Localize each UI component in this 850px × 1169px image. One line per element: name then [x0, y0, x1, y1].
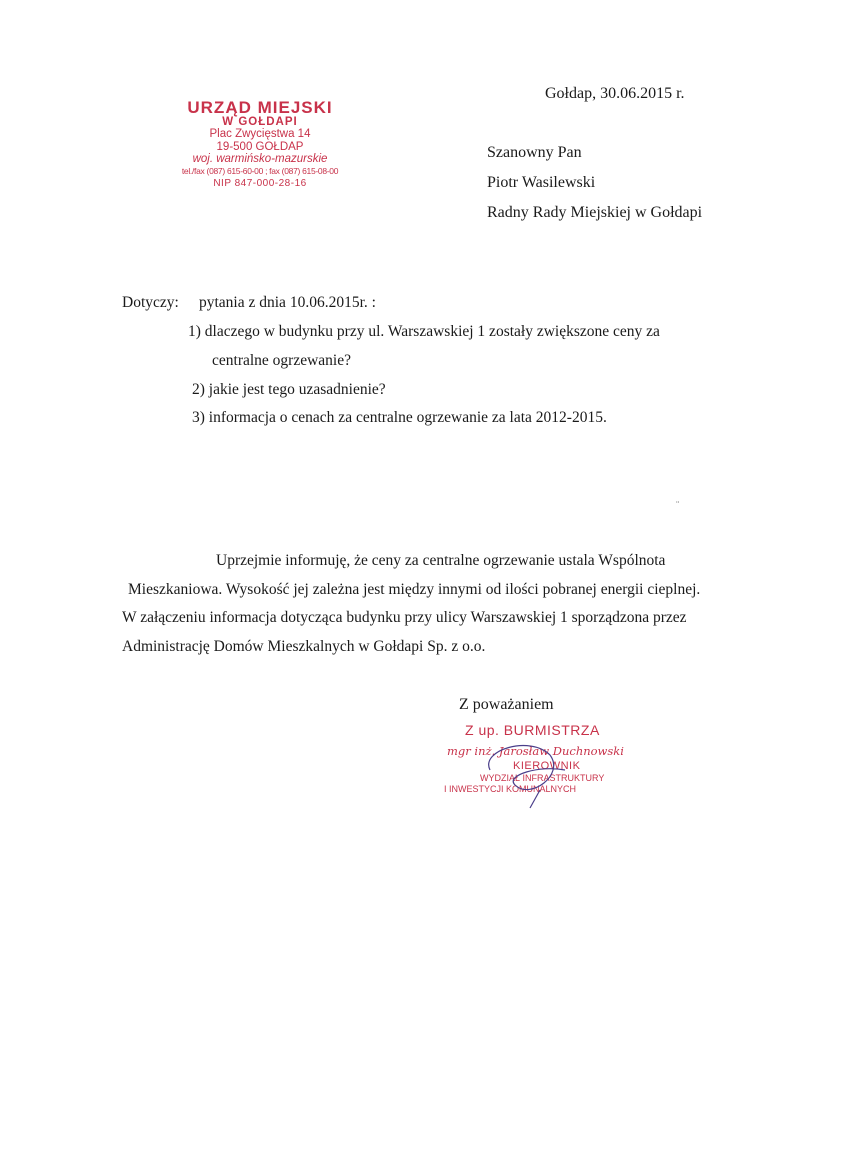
handwritten-signature-icon — [470, 730, 600, 810]
subject-item-2: 2) jakie jest tego uzasadnienie? — [192, 381, 386, 398]
stamp-nip: NIP 847-000-28-16 — [213, 178, 307, 189]
stamp-postal: 19-500 GOŁDAP — [216, 141, 304, 153]
addressee-salutation: Szanowny Pan — [487, 144, 582, 161]
stamp-town: W GOŁDAPI — [222, 116, 298, 128]
closing-regards: Z poważaniem — [459, 696, 554, 713]
subject-item-3: 3) informacja o cenach za centralne ogrzewanie za lata 2012-2015. — [192, 409, 607, 426]
stamp-office: URZĄD MIEJSKI — [187, 98, 333, 117]
body-line-1: Uprzejmie informuję, że ceny za centralne ogrzewanie ustala Wspólnota — [216, 552, 666, 569]
body-line-4: Administrację Domów Mieszkalnych w Gołdapi Sp. z o.o. — [122, 638, 486, 655]
place-date: Gołdap, 30.06.2015 r. — [545, 85, 685, 102]
addressee-role: Radny Rady Miejskiej w Gołdapi — [487, 204, 703, 221]
stamp-street: Plac Zwycięstwa 14 — [209, 128, 311, 140]
scan-mark: ¨ — [676, 500, 680, 511]
signatory-title: KIEROWNIK — [513, 760, 581, 772]
body-line-3: W załączeniu informacja dotycząca budynku przy ulicy Warszawskiej 1 sporządzona przez — [122, 609, 687, 626]
subject-label: Dotyczy: — [122, 294, 179, 311]
subject-item-1: 1) dlaczego w budynku przy ul. Warszawskiej 1 zostały zwiększone ceny za — [188, 323, 660, 340]
on-behalf: Z up. BURMISTRZA — [465, 722, 600, 738]
body-line-2: Mieszkaniowa. Wysokość jej zależna jest między innymi od ilości pobranej energii cieplnej. — [128, 581, 701, 598]
addressee-name: Piotr Wasilewski — [487, 174, 596, 191]
office-stamp — [150, 98, 370, 193]
department-line-2: I INWESTYCJI KOMUNALNYCH — [444, 784, 577, 794]
signature-block — [440, 720, 650, 810]
stamp-region: woj. warmińsko-mazurskie — [192, 153, 328, 165]
stamp-phone: tel./fax (087) 615-60-00 ; fax (087) 615-08-00 — [181, 166, 339, 176]
subject-item-1-cont: centralne ogrzewanie? — [212, 352, 351, 369]
signatory: mgr inż. Jarosław Duchnowski — [447, 744, 624, 758]
department-line-1: WYDZIAŁ INFRASTRUKTURY — [480, 773, 605, 783]
subject-intro: pytania z dnia 10.06.2015r. : — [199, 294, 376, 311]
